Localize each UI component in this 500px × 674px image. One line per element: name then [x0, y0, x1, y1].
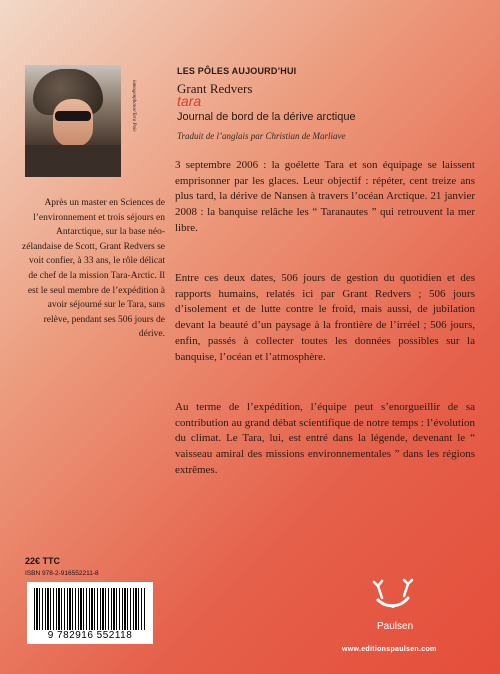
publisher-name: Paulsen	[377, 621, 414, 632]
translator-credit: Traduit de l’anglais par Christian de Marliave	[177, 131, 346, 141]
author-bio: Après un master en Sciences de l’environnement et trois séjours en Antarctique, sur la base néo-zélandaise de Scott, Grant Redvers se voit confier, à 33 ans, le rôle délicat de chef de la mission Tara-Arctic. Il est le seul membre de l’expédition à avoir séjourné sur le Tara, sans relève, pendant ses 506 jours de dérive.	[22, 198, 165, 340]
isbn-label: ISBN 978-2-916552211-8	[25, 570, 99, 577]
author-name: Grant Redvers	[177, 81, 253, 96]
book-subtitle: Journal de bord de la dérive arctique	[177, 111, 356, 123]
publisher-website[interactable]: www.editionspaulsen.com	[342, 646, 437, 653]
blurb-paragraph-2: Entre ces deux dates, 506 jours de gestion du quotidien et des rapports humains, relatés ici par Grant Redvers ; 506 jours d’isolement et de lutte contre le froid, mais aussi, de jubilation devant la beauté d’un paysage à la frontière de l’irréel ; 506 jours, enfin, passés à collecter toutes les données possibles sur la banquise, l’océan et l’atmosphère.	[175, 272, 475, 363]
barcode	[27, 582, 153, 644]
blurb-paragraph-1: 3 septembre 2006 : la goélette Tara et son équipage se laissent emprisonner par les glaces. Leur objectif : répéter, cent treize ans plus tard, la dérive de Nansen à travers l’océan Arctique. 21 janvier 2008 : la banquise relâche les “ Taranautes ” qui retrouvent la mer libre.	[175, 159, 475, 234]
reindeer-icon	[368, 578, 418, 618]
photo-credit: lamagenphotos/Tara Pole	[131, 80, 136, 132]
price-label: 22€ TTC	[25, 556, 61, 566]
series-name: LES PÔLES AUJOURD’HUI	[177, 66, 297, 76]
barcode-bars	[34, 588, 146, 632]
barcode-digits: 9 782916 552118	[27, 630, 153, 641]
book-title: tara	[177, 93, 202, 109]
author-photo	[25, 65, 121, 177]
blurb-paragraph-3: Au terme de l’expédition, l’équipe peut s’enorgueillir de sa contribution au grand débat scientifique de notre temps : l’évolution du climat. Le Tara, lui, est entré dans la légende, devenant le “ vaisseau amiral des missions environnementales ” dans les régions extrêmes.	[175, 401, 475, 476]
